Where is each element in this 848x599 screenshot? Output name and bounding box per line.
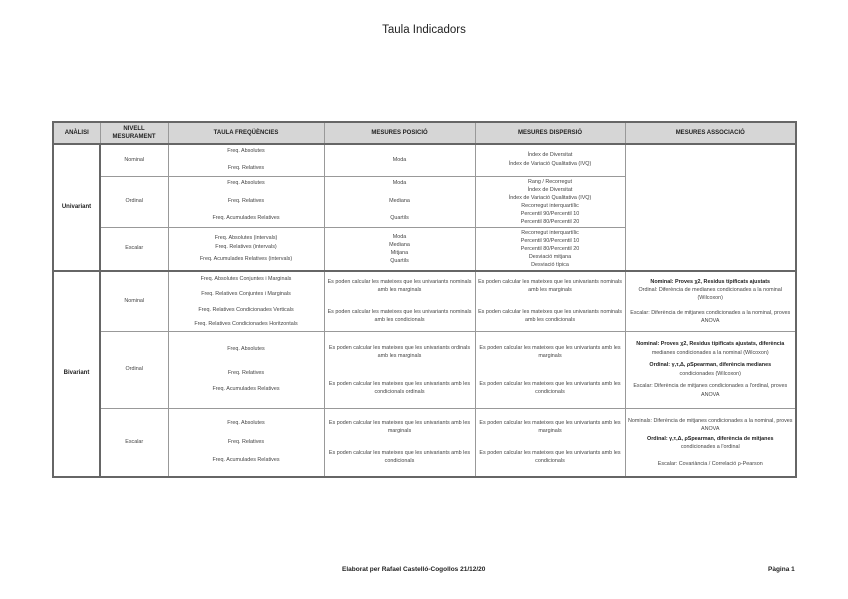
table-row — [53, 144, 796, 176]
posicio-item: Mitjana — [390, 249, 409, 256]
dispersio-cell — [475, 408, 625, 477]
posicio-item: Mediana — [389, 197, 410, 204]
associacio-cell — [625, 271, 796, 331]
freq-cell — [168, 144, 324, 176]
dispersio-item: Percentil 80/Percentil 20 — [520, 218, 580, 225]
freq-item: Freq. Absolutes — [227, 420, 265, 426]
freq-item: Freq. Relatives — [227, 370, 265, 377]
nivell-cell: Escalar — [100, 227, 168, 271]
posicio-item: Es poden calcular les mateixes que les univariants amb les condicionals — [328, 450, 471, 465]
table-row — [53, 271, 796, 331]
nivell-cell: Nominal — [100, 144, 168, 176]
freq-item: Freq. Absolutes — [227, 180, 265, 187]
dispersio-item: Rang / Recorregut — [527, 178, 573, 185]
assoc-item: Ordinal: Diferència de medianes condicionades a la nominal (Wilcoxon) — [638, 286, 783, 301]
freq-cell — [168, 408, 324, 477]
assoc-item: Nominal: Proves χ2, Residus típificats ajustats, diferència — [636, 341, 785, 347]
assoc-item: Nominals: Diferència de mitjanes condicionades a la nominal, proves ANOVA — [628, 417, 793, 432]
freq-item: Freq. Absolutes — [227, 148, 265, 155]
nivell-cell: Escalar — [100, 408, 168, 477]
header-dispersio: MESURES DISPERSIÓ — [475, 122, 625, 144]
posicio-cell — [324, 331, 475, 408]
posicio-cell — [324, 227, 475, 271]
freq-item: Freq. Relatives — [227, 438, 265, 445]
nivell-cell: Ordinal — [100, 176, 168, 227]
dispersio-item: Percentil 90/Percentil 10 — [520, 210, 580, 217]
group-univariant: Univariant — [53, 144, 100, 271]
header-row — [53, 122, 796, 144]
header-nivell: NIVELL MESURAMENT — [100, 122, 168, 144]
freq-item: Freq. Relatives Condicionades Horitzontals — [194, 320, 298, 327]
table-row — [53, 408, 796, 477]
assoc-item: condicionades (Wilcoxon) — [679, 370, 741, 377]
dispersio-item: Es poden calcular les mateixes que les univariants amb les condicionals — [479, 450, 621, 465]
freq-item: Freq. Relatives (intervals) — [215, 244, 277, 250]
freq-cell — [168, 176, 324, 227]
freq-item: Freq. Acumulades Relatives — [212, 385, 280, 392]
header-posicio: MESURES POSICIÓ — [324, 122, 475, 144]
dispersio-cell — [475, 144, 625, 176]
freq-item: Freq. Relatives Conjuntes i Marginals — [201, 290, 291, 297]
posicio-item: Mediana — [389, 241, 410, 248]
footer-page: Pàgina 1 — [768, 566, 795, 573]
dispersio-item: Índex de Diversitat — [527, 186, 573, 193]
dispersio-item: Índex de Variació Qualitativa (IVQ) — [508, 194, 592, 201]
nivell-cell: Ordinal — [100, 331, 168, 408]
dispersio-item: Recorregut interquartílic — [521, 229, 579, 236]
dispersio-item: Es poden calcular les mateixes que les univariants amb les condicionals — [479, 380, 621, 395]
associacio-empty-cell — [625, 144, 796, 271]
dispersio-item: Desviació típica — [531, 261, 569, 268]
posicio-cell — [324, 271, 475, 331]
posicio-item: Quartils — [390, 215, 409, 222]
dispersio-item: Es poden calcular les mateixes que les univariants nominals amb les condicionals — [478, 309, 622, 324]
dispersio-cell — [475, 227, 625, 271]
posicio-item: Es poden calcular les mateixes que les univariants nominals amb les marginals — [327, 279, 472, 294]
nivell-cell: Nominal — [100, 271, 168, 331]
posicio-cell: Moda — [324, 144, 475, 176]
dispersio-cell — [475, 271, 625, 331]
header-associacio: MESURES ASSOCIACIÓ — [625, 122, 796, 144]
assoc-item: Nominal: Proves χ2, Residus típificats ajustats — [650, 278, 771, 285]
freq-cell — [168, 331, 324, 408]
dispersio-item: Percentil 90/Percentil 10 — [520, 237, 580, 244]
posicio-item: Quartils — [390, 257, 409, 264]
indicators-table — [52, 121, 797, 478]
dispersio-item: Es poden calcular les mateixes que les univariants amb les marginals — [479, 420, 621, 435]
assoc-item: Escalar: Diferència de mitjanes condicionades a l'ordinal, proves ANOVA — [633, 383, 788, 398]
freq-item: Freq. Acumulades Relatives (intervals) — [199, 255, 293, 262]
header-analisi: ANÀLISI — [53, 122, 100, 144]
assoc-item: Ordinal: γ,τ,Δ, ρSpearman, diferència medianes — [649, 362, 772, 368]
associacio-cell — [625, 408, 796, 477]
dispersio-item: Índex de Variació Qualitativa (IVQ) — [508, 161, 592, 168]
assoc-item: condicionades a l'ordinal — [680, 444, 740, 450]
dispersio-item: Percentil 80/Percentil 20 — [520, 245, 580, 252]
assoc-item: Ordinal: γ,τ,Δ, ρSpearman, diferència de mitjanes — [647, 435, 774, 442]
posicio-item: Es poden calcular les mateixes que les univariants amb les marginals — [328, 420, 471, 435]
posicio-item: Moda — [392, 233, 407, 240]
posicio-cell — [324, 176, 475, 227]
freq-item: Freq. Relatives — [227, 164, 265, 171]
table-row — [53, 331, 796, 408]
footer-author: Elaborat per Rafael Castelló-Cogollos 21/12/20 — [342, 566, 486, 573]
header-taula: TAULA FREQÜÈNCIES — [168, 122, 324, 144]
freq-item: Freq. Relatives — [227, 197, 265, 204]
freq-item: Freq. Acumulades Relatives — [212, 215, 280, 222]
freq-item: Freq. Acumulades Relatives — [212, 457, 280, 463]
assoc-item: Escalar: Covariància / Correlació ρ-Pearson — [657, 460, 763, 467]
posicio-item: Es poden calcular les mateixes que les univariants ordinals amb les marginals — [328, 344, 471, 359]
freq-item: Freq. Relatives Condicionades Verticals — [198, 306, 294, 313]
dispersio-cell — [475, 176, 625, 227]
assoc-item: medianes condicionades a la nominal (Wilcoxon) — [651, 349, 769, 356]
dispersio-item: Índex de Diversitat — [527, 151, 573, 158]
dispersio-cell — [475, 331, 625, 408]
dispersio-item: Desviació mitjana — [528, 253, 572, 260]
posicio-item: Moda — [392, 180, 407, 187]
posicio-item: Es poden calcular les mateixes que les univariants amb les condicionals ordinals — [328, 380, 471, 395]
freq-cell — [168, 271, 324, 331]
dispersio-item: Recorregut interquartílic — [521, 202, 579, 209]
freq-cell — [168, 227, 324, 271]
dispersio-item: Es poden calcular les mateixes que les univariants nominals amb les marginals — [478, 279, 622, 294]
assoc-item: Escalar: Diferència de mitjanes condicionades a la nominal, proves ANOVA — [630, 309, 791, 324]
freq-item: Freq. Absolutes (intervals) — [214, 234, 278, 241]
posicio-item: Es poden calcular les mateixes que les univariants nominals amb les condicionals — [327, 309, 472, 324]
dispersio-item: Es poden calcular les mateixes que les univariants amb les marginals — [479, 344, 621, 359]
freq-item: Freq. Absolutes Conjuntes i Marginals — [200, 275, 292, 282]
posicio-cell — [324, 408, 475, 477]
group-bivariant: Bivariant — [53, 271, 100, 477]
associacio-cell — [625, 331, 796, 408]
page-title: Taula Indicadors — [382, 24, 466, 36]
freq-item: Freq. Absolutes — [227, 345, 265, 352]
